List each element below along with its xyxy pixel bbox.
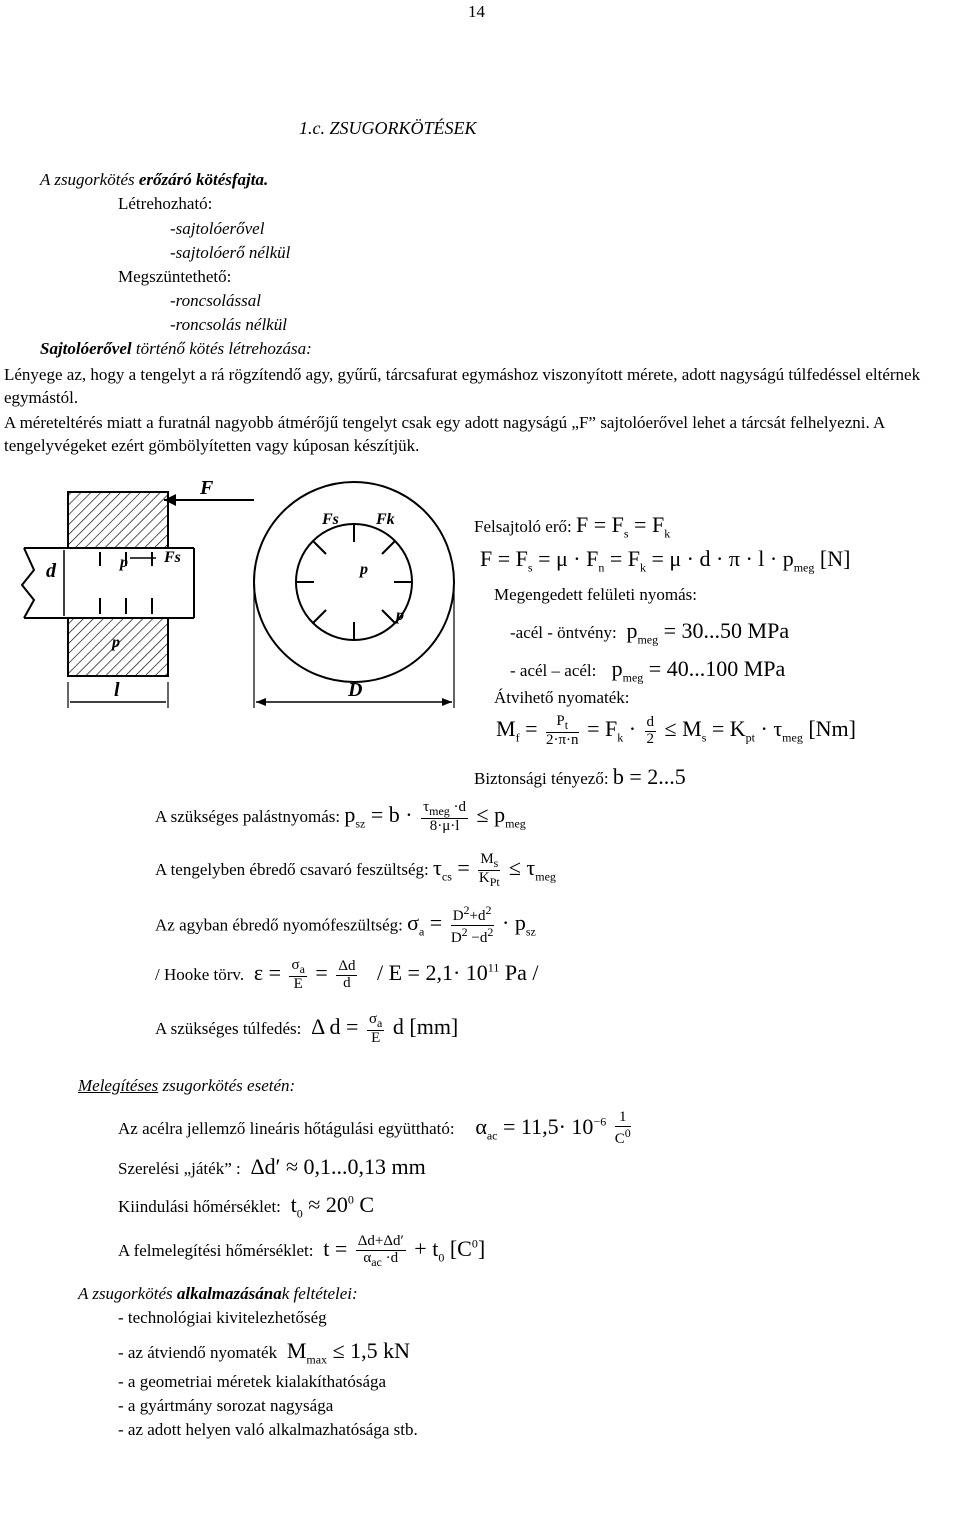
heating-heading-emph: Melegítéses xyxy=(78,1076,159,1095)
creatable-item-2: -sajtolóerő nélkül xyxy=(170,243,291,262)
heating-coef-row: Az acélra jellemző lineáris hőtágulási együttható: $\alpha_{ac} = 11,5\cdot 10^{-6}$ $\frac{1}{C^0}$ xyxy=(118,1109,631,1147)
intro-line xyxy=(40,170,268,190)
condition-item-3: - a geometriai méretek kialakíthatósága xyxy=(118,1372,387,1391)
heating-heading-rest: zsugorkötés esetén: xyxy=(158,1076,296,1095)
force-unit: [N] xyxy=(819,546,851,571)
allowed-pressure-label: Megengedett felületi nyomás: xyxy=(494,585,697,604)
coef-exp: −6 xyxy=(593,1114,607,1129)
formula-hub-stress: Az agyban ébredő nyomófeszültség: $\sigma_a$ = $\frac{D^2+d^2}{D^2 -d^2}$ · $p_{sz}$ xyxy=(155,903,536,946)
heating-start-temp-row: Kiindulási hőmérséklet: $t_0 \approx 20^0$ C xyxy=(118,1192,375,1221)
radial-pressure-label-2: p xyxy=(396,607,404,624)
steel-steel-row: - acél – acél: $p_{meg} = 40...100$ MPa xyxy=(510,656,786,685)
press-force-expr: F = F xyxy=(575,512,624,537)
steel-cast-row: -acél - öntvény: $p_{meg} = 30...50$ MPa xyxy=(510,618,790,647)
start-temp-value: ≈ 20 xyxy=(308,1192,348,1217)
steel-cast-value: = 30...50 MPa xyxy=(663,618,790,643)
heat-temp-label: A felmelegítési hőmérséklet: xyxy=(118,1241,314,1261)
conditions-heading xyxy=(78,1284,358,1304)
steel-steel-value: = 40...100 MPa xyxy=(648,656,786,681)
conditions-heading-emph: alkalmazásána xyxy=(176,1284,282,1303)
pressure-label: A szükséges palástnyomás: xyxy=(155,807,341,827)
creatable-item-1: -sajtolóerővel xyxy=(170,219,265,238)
hub-upper-section xyxy=(68,492,168,548)
steel-steel-label: - acél – acél: xyxy=(510,661,597,680)
intro-emph: erőzáró kötésfajta. xyxy=(138,170,269,189)
normal-force-label: Fs xyxy=(322,511,339,528)
shaft-diameter-label: d xyxy=(46,560,56,582)
coef-value: = 11,5· 10 xyxy=(503,1113,594,1139)
radial-pressure-label: p xyxy=(360,561,368,578)
creatable-heading: Létrehozható: xyxy=(118,194,213,213)
interference-label: A szükséges túlfedés: xyxy=(155,1019,302,1039)
intro-prefix: A zsugorkötés xyxy=(40,170,139,189)
removable-heading: Megszüntethető: xyxy=(118,267,232,286)
paragraph-2: A méreteltérés miatt a furatnál nagyobb átmérőjű tengelyt csak egy adott nagyságú „F” sajtolóerővel lehet a tárcsát felhelyezni. A tengelyvégeket ezért gömbölyítetten vagy kúposan készítjük. xyxy=(4,413,885,455)
safety-value: b = 2...5 xyxy=(612,764,686,789)
heating-heat-temp-row: A felmelegítési hőmérséklet: t = $\frac{\Delta d+\Delta d'}{\alpha_{ac} \cdot d}$ + $t_0$ $[C^0]$ xyxy=(118,1233,486,1269)
section-title: 1.c. ZSUGORKÖTÉSEK xyxy=(299,118,477,138)
torque-limit: ≤ 1,5 kN xyxy=(332,1338,411,1363)
hub-diameter-label: D xyxy=(348,679,363,701)
press-force-label: F xyxy=(200,477,214,499)
condition-item-1: - technológiai kivitelezhetőség xyxy=(118,1308,327,1327)
pressure-label-top: p xyxy=(120,554,128,571)
shaft-stress-label: A tengelyben ébredő csavaró feszültség: xyxy=(155,860,429,880)
safety-row xyxy=(474,764,686,790)
shaft-break-line xyxy=(22,548,34,618)
conditions-heading-post: k feltételei: xyxy=(281,1284,358,1303)
formula-press-force: Felsajtoló erő: $F = F_s = F_k$ xyxy=(474,512,671,541)
paragraph-1: Lényege az, hogy a tengelyt a rá rögzítendő agy, gyűrű, tárcsafurat egymáshoz viszonyított mérete, adott nagyságú túlfedéssel eltérnek egymástól. xyxy=(4,365,921,407)
formula-hooke: / Hooke törv. ε = $\frac{\sigma_a}{E}$ = $\frac{\Delta d}{d}$ / $E = 2,1\cdot 10^{11}$ Pa / xyxy=(155,957,539,992)
formula-interference: A szükséges túlfedés: Δ d = $\frac{\sigma_a}{E}$ d [mm] xyxy=(155,1011,459,1046)
start-temp-label: Kiindulási hőmérséklet: xyxy=(118,1197,281,1216)
steel-cast-label: -acél - öntvény: xyxy=(510,623,617,642)
coef-label: Az acélra jellemző lineáris hőtágulási együttható: xyxy=(118,1118,455,1138)
hub-outer-circle xyxy=(254,482,454,682)
page-number: 14 xyxy=(468,2,485,21)
condition-item-2: - az átviendő nyomaték $M_{max} \le 1,5$ kN xyxy=(118,1338,411,1367)
press-force-label: Felsajtoló erő: xyxy=(474,517,572,536)
pressure-label-bottom: p xyxy=(112,634,120,651)
hooke-unit: Pa / xyxy=(504,960,539,986)
tangential-force-label: Fk xyxy=(376,511,395,528)
hooke-tail: / E = 2,1· 10 xyxy=(376,960,488,986)
play-value: ≈ 0,1...0,13 mm xyxy=(285,1154,426,1179)
play-label: Szerelési „játék” : xyxy=(118,1159,241,1178)
formula-surface-pressure: A szükséges palástnyomás: $p_{sz} = b$ · $\frac{\tau_{meg} \cdot d}{8\cdot\mu\cdot l}$ ≤ $p_{meg}$ xyxy=(155,799,526,834)
formula-shaft-stress: A tengelyben ébredő csavaró feszültség: $\tau_{cs}$ = $\frac{M_s}{K_{Pt}}$ ≤ $\tau_{meg}$ xyxy=(155,851,556,889)
formula-press-force-expanded: $F = F_s = \mu \cdot F_n = F_k = \mu \cdot d \cdot \pi \cdot l \cdot p_{meg}$ [N] xyxy=(480,546,851,575)
safety-label: Biztonsági tényező: xyxy=(474,769,609,788)
torque-unit: [Nm] xyxy=(808,716,856,742)
press-heading-emph: Sajtolóerővel xyxy=(40,339,132,358)
press-heading-rest: történő kötés létrehozása: xyxy=(131,339,312,358)
hooke-label: / Hooke törv. xyxy=(155,965,245,985)
hub-length-label: l xyxy=(114,679,120,701)
removable-item-1: -roncsolással xyxy=(170,291,261,310)
torque-label: Átvihető nyomaték: xyxy=(494,688,630,707)
hub-stress-label: Az agyban ébredő nyomófeszültség: xyxy=(155,915,403,935)
hooke-exp: 11 xyxy=(487,960,500,975)
heating-heading xyxy=(78,1076,295,1096)
conditions-heading-pre: A zsugorkötés xyxy=(78,1284,177,1303)
heating-play-row: Szerelési „játék” : Δd′ ≈ 0,1...0,13 mm xyxy=(118,1154,426,1179)
formula-torque: $M_f$ = $\frac{P_t}{2\cdot\pi\cdot n}$ = $F_k$ · $\frac{d}{2}$ ≤ $M_s = K_{pt} \cdot \tau_{meg}$ [Nm] xyxy=(496,713,856,748)
press-heading xyxy=(40,339,312,359)
condition-item-2-text: - az átviendő nyomaték xyxy=(118,1343,278,1362)
friction-force-label: Fs xyxy=(164,549,181,566)
press-fit-figure xyxy=(4,470,474,740)
condition-item-4: - a gyártmány sorozat nagysága xyxy=(118,1396,334,1415)
condition-item-5: - az adott helyen való alkalmazhatósága stb. xyxy=(118,1420,418,1439)
interference-unit: [mm] xyxy=(409,1014,459,1040)
removable-item-2: -roncsolás nélkül xyxy=(170,315,287,334)
